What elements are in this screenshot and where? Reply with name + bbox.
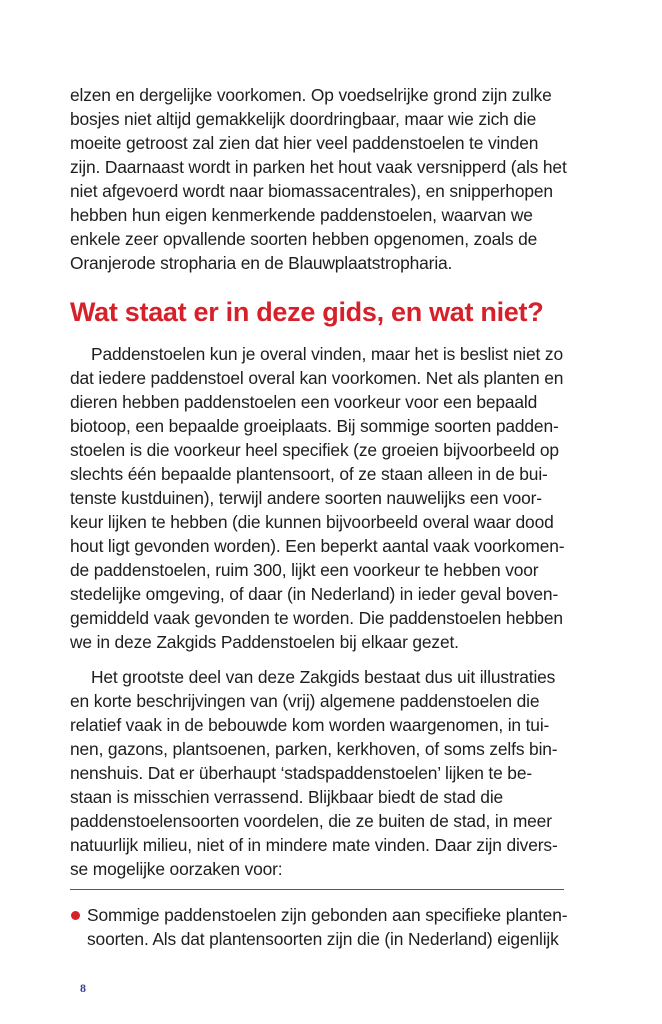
- text-line: keur lijken te hebben (die kunnen bijvoorbeeld overal waar dood: [70, 512, 554, 532]
- text-line: moeite getroost zal zien dat hier veel paddenstoelen te vinden: [70, 133, 539, 153]
- bullet-icon: [71, 911, 80, 920]
- text-line: en korte beschrijvingen van (vrij) algemene paddenstoelen die: [70, 691, 540, 711]
- text-line: gemiddeld vaak gevonden te worden. Die paddenstoelen hebben: [70, 608, 563, 628]
- text-line: Oranjerode stropharia en de Blauwplaatstropharia.: [70, 253, 453, 273]
- text-line: biotoop, een bepaalde groeiplaats. Bij sommige soorten padden-: [70, 416, 559, 436]
- text-line: Sommige paddenstoelen zijn gebonden aan specifieke planten-: [87, 905, 568, 925]
- divider-rule: [70, 889, 564, 890]
- text-line: Paddenstoelen kun je overal vinden, maar het is beslist niet zo: [91, 344, 563, 364]
- text-line: hebben hun eigen kenmerkende paddenstoelen, waarvan we: [70, 205, 533, 225]
- text-line: hout ligt gevonden worden). Een beperkt aantal vaak voorkomen-: [70, 536, 565, 556]
- text-line: elzen en dergelijke voorkomen. Op voedselrijke grond zijn zulke: [70, 85, 552, 105]
- section-heading: Wat staat er in deze gids, en wat niet?: [70, 297, 544, 327]
- text-line: soorten. Als dat plantensoorten zijn die (in Nederland) eigenlijk: [87, 929, 559, 949]
- text-line: staan is misschien verrassend. Blijkbaar biedt de stad die: [70, 787, 504, 807]
- text-line: nenshuis. Dat er überhaupt ‘stadspaddenstoelen’ lijken te be-: [70, 763, 532, 783]
- text-line: paddenstoelensoorten voordelen, die ze buiten de stad, in meer: [70, 811, 552, 831]
- text-line: stoelen is die voorkeur heel specifiek (ze groeien bijvoorbeeld op: [70, 440, 559, 460]
- text-line: enkele zeer opvallende soorten hebben opgenomen, zoals de: [70, 229, 538, 249]
- text-line: stedelijke omgeving, of daar (in Nederland) in ieder geval boven-: [70, 584, 559, 604]
- text-line: we in deze Zakgids Paddenstoelen bij elkaar gezet.: [70, 632, 459, 652]
- text-line: slechts één bepaalde plantensoort, of ze staan alleen in de bui-: [70, 464, 548, 484]
- text-line: Het grootste deel van deze Zakgids bestaat dus uit illustraties: [91, 667, 556, 687]
- text-line: tenste kustduinen), terwijl andere soorten nauwelijks een voor-: [70, 488, 542, 508]
- text-line: se mogelijke oorzaken voor:: [70, 859, 283, 879]
- page-number: 8: [80, 981, 86, 995]
- text-line: de paddenstoelen, ruim 300, lijkt een voorkeur te hebben voor: [70, 560, 539, 580]
- text-line: dieren hebben paddenstoelen een voorkeur voor een bepaald: [70, 392, 538, 412]
- text-line: relatief vaak in de bebouwde kom worden waargenomen, in tui-: [70, 715, 550, 735]
- text-line: zijn. Daarnaast wordt in parken het hout vaak versnipperd (als het: [70, 157, 567, 177]
- text-line: nen, gazons, plantsoenen, parken, kerkhoven, of soms zelfs bin-: [70, 739, 558, 759]
- text-line: natuurlijk milieu, niet of in mindere mate vinden. Daar zijn divers-: [70, 835, 558, 855]
- text-line: dat iedere paddenstoel overal kan voorkomen. Net als planten en: [70, 368, 564, 388]
- text-line: niet afgevoerd wordt naar biomassacentrales), en snipperhopen: [70, 181, 553, 201]
- text-line: bosjes niet altijd gemakkelijk doordringbaar, maar wie zich die: [70, 109, 537, 129]
